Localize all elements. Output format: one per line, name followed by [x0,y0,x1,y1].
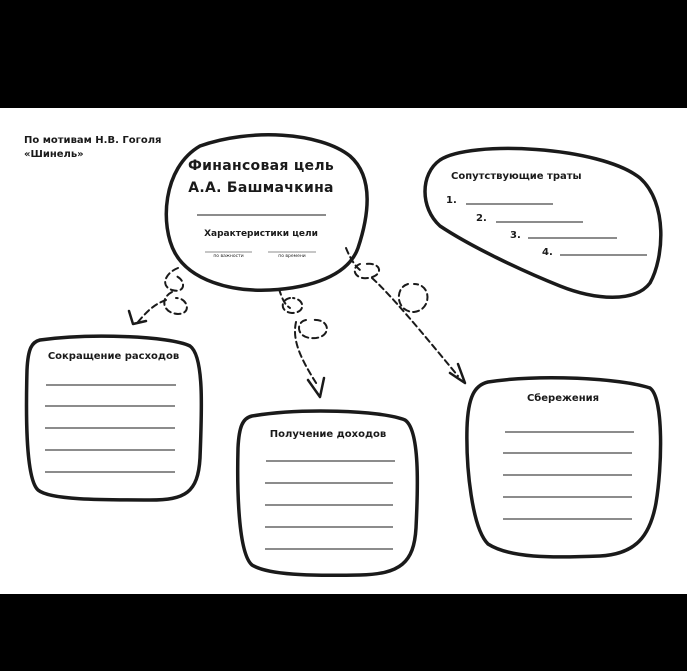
goal-characteristics-label: Характеристики цели [204,229,318,239]
expense-number-4: 4. [542,247,553,258]
expense-number-2: 2. [476,213,487,224]
worksheet [0,108,687,594]
goal-sub-label-time: по времени [278,254,306,259]
income-title: Получение доходов [269,429,387,440]
arrow-to-income [279,289,327,386]
expense-number-3: 3. [510,230,521,241]
savings-box [467,378,661,557]
expense-number-1: 1. [446,195,457,206]
savings-title: Сбережения [526,393,600,404]
arrowhead-right [450,364,465,383]
goal-title-line2: А.А. Башмачкина [188,180,334,196]
related-expenses-title: Сопутствующие траты [451,171,582,182]
goal-title-line1: Финансовая цель [187,158,335,174]
arrow-to-savings [346,248,458,376]
reduce-expenses-title: Сокращение расходов [47,351,180,362]
arrowhead-left [129,311,146,324]
caption-title: «Шинель» [24,149,84,160]
goal-sub-label-importance: по важности [213,254,244,259]
arrow-to-reduce-expenses [138,268,187,322]
caption-author: По мотивам Н.В. Гоголя [24,135,162,146]
arrowhead-middle [308,378,324,397]
